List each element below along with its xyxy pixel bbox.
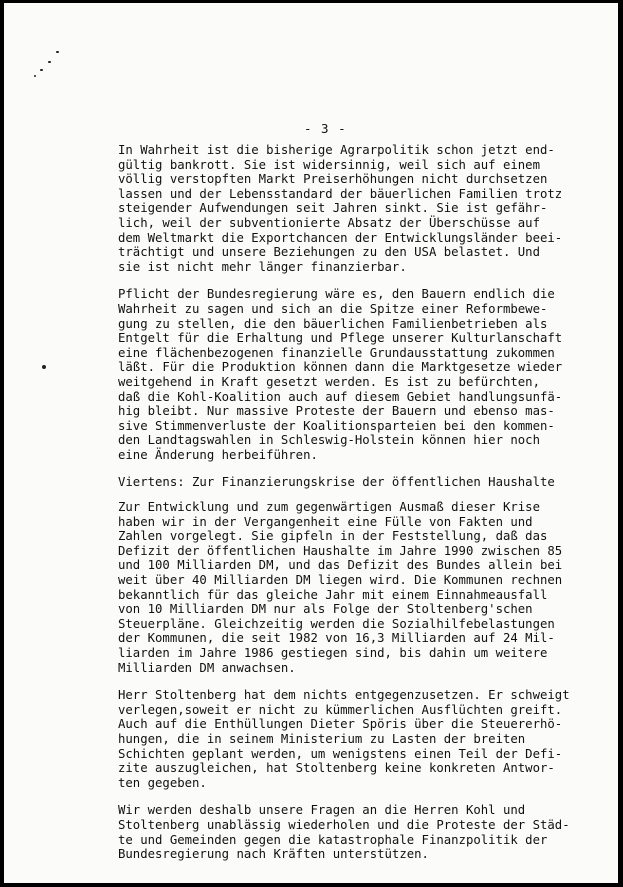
text-line: Auch auf die Enthüllungen Dieter Spöris über die Steuererhö-	[118, 717, 563, 732]
text-line: der Kommunen, die seit 1982 von 16,3 Milliarden auf 24 Mil-	[118, 631, 555, 646]
text-line: hungen, die in seinem Ministerium zu Lasten der breiten	[118, 731, 526, 746]
text-line: In Wahrheit ist die bisherige Agrarpolitik schon jetzt end-	[118, 143, 555, 157]
text-line: völlig verstopften Markt Preiserhöhungen nicht durchsetzen	[118, 172, 548, 187]
text-line: haben wir in der Vergangenheit eine Fülle von Fakten und	[118, 514, 533, 529]
text-line: trächtigt und unsere Beziehungen zu den USA belastet. Und	[118, 245, 540, 260]
text-line: Defizit der öffentlichen Haushalte im Jahre 1990 zwischen 85	[118, 543, 563, 558]
text-line: weitgehend in Kraft gesetzt werden. Es ist zu befürchten,	[118, 374, 540, 389]
page-number: - 3 -	[304, 121, 347, 136]
text-line: bekanntlich für das gleiche Jahr mit einem Einnahmeausfall	[118, 587, 548, 602]
text-line: Viertens: Zur Finanzierungskrise der öffentlichen Haushalte	[118, 475, 555, 490]
text-line: Steuerpläne. Gleichzeitig werden die Sozialhilfebelastungen	[118, 616, 555, 631]
text-line: ten gegeben.	[118, 775, 207, 790]
text-line: Zur Entwicklung und zum gegenwärtigen Ausmaß dieser Krise	[118, 500, 540, 515]
text-line: Schichten geplant werden, um wenigstens einen Teil der Defi-	[118, 746, 563, 761]
text-line: Milliarden DM anwachsen.	[118, 660, 296, 675]
text-line: Wahrheit zu sagen und sich an die Spitze einer Reformbewe-	[118, 301, 548, 316]
paragraph	[118, 287, 563, 462]
body-text	[118, 143, 570, 875]
scan-speck	[56, 51, 59, 53]
text-line: Bundesregierung nach Kräften unterstützen.	[118, 847, 429, 862]
text-line: Entgelt für die Erhaltung und Pflege unserer Kulturlanschaft	[118, 331, 563, 346]
section-heading	[118, 475, 558, 490]
text-line: Zahlen vorgelegt. Sie gipfeln in der Feststellung, daß das	[118, 529, 548, 544]
text-line: eine flächenbezogenen finanzielle Grundausstattung zukommen	[118, 345, 555, 360]
text-line: läßt. Für die Produktion können dann die Marktgesetze wieder	[118, 360, 563, 375]
text-line: lich, weil der subventionierte Absatz der Überschüsse auf	[118, 215, 540, 230]
paragraph	[118, 803, 570, 862]
text-line: gültig bankrott. Sie ist widersinnig, weil sich auf einem	[118, 157, 540, 172]
document-page	[4, 3, 618, 883]
text-line: lassen und der Lebensstandard der bäuerlichen Familien trotz	[118, 186, 563, 201]
text-line: sive Stimmenverluste der Koalitionsparteien bei den kommen-	[118, 418, 555, 433]
text-line: weit über 40 Milliarden DM liegen wird. Die Kommunen rechnen	[118, 573, 563, 588]
text-line: sie ist nicht mehr länger finanzierbar.	[118, 259, 407, 274]
paragraph	[118, 688, 570, 790]
margin-mark	[42, 365, 46, 369]
text-line: hig bleibt. Nur massive Proteste der Bauern und ebenso mas-	[118, 404, 555, 419]
text-line: und 100 Milliarden DM, und das Defizit des Bundes allein bei	[118, 558, 563, 573]
text-line: Pflicht der Bundesregierung wäre es, den Bauern endlich die	[118, 287, 555, 302]
text-line: te und Gemeinden gegen die katastrophale Finanzpolitik der	[118, 832, 548, 847]
text-line: den Landtagswahlen in Schleswig-Holstein können hier noch	[118, 433, 540, 448]
paragraph	[118, 143, 563, 274]
text-line: Stoltenberg unablässig wiederholen und die Proteste der Städ-	[118, 817, 570, 832]
text-line: steigender Aufwendungen seit Jahren sinkt. Sie ist gefähr-	[118, 201, 548, 216]
text-line: Wir werden deshalb unsere Fragen an die Herren Kohl und	[118, 803, 526, 818]
scan-speck	[48, 61, 51, 63]
text-line: von 10 Milliarden DM nur als Folge der Stoltenberg'schen	[118, 602, 533, 617]
text-line: gung zu stellen, die den bäuerlichen Familienbetrieben als	[118, 316, 548, 331]
scan-speck	[40, 69, 43, 71]
text-line: daß die Kohl-Koalition auch auf diesem Gebiet handlungsunfä-	[118, 389, 563, 404]
text-line: zite auszugleichen, hat Stoltenberg keine konkreten Antwor-	[118, 761, 555, 776]
scan-speck	[34, 75, 36, 77]
paragraph	[118, 500, 563, 675]
text-line: verlegen,soweit er nicht zu kümmerlichen Ausflüchten greift.	[118, 702, 563, 717]
text-line: Herr Stoltenberg hat dem nichts entgegenzusetzen. Er schweigt	[118, 688, 570, 703]
text-line: liarden im Jahre 1986 gestiegen sind, bis dahin um weitere	[118, 646, 548, 660]
text-line: eine Änderung herbeiführen.	[118, 447, 318, 462]
text-line: dem Weltmarkt die Exportchancen der Entwicklungsländer beei-	[118, 230, 563, 245]
